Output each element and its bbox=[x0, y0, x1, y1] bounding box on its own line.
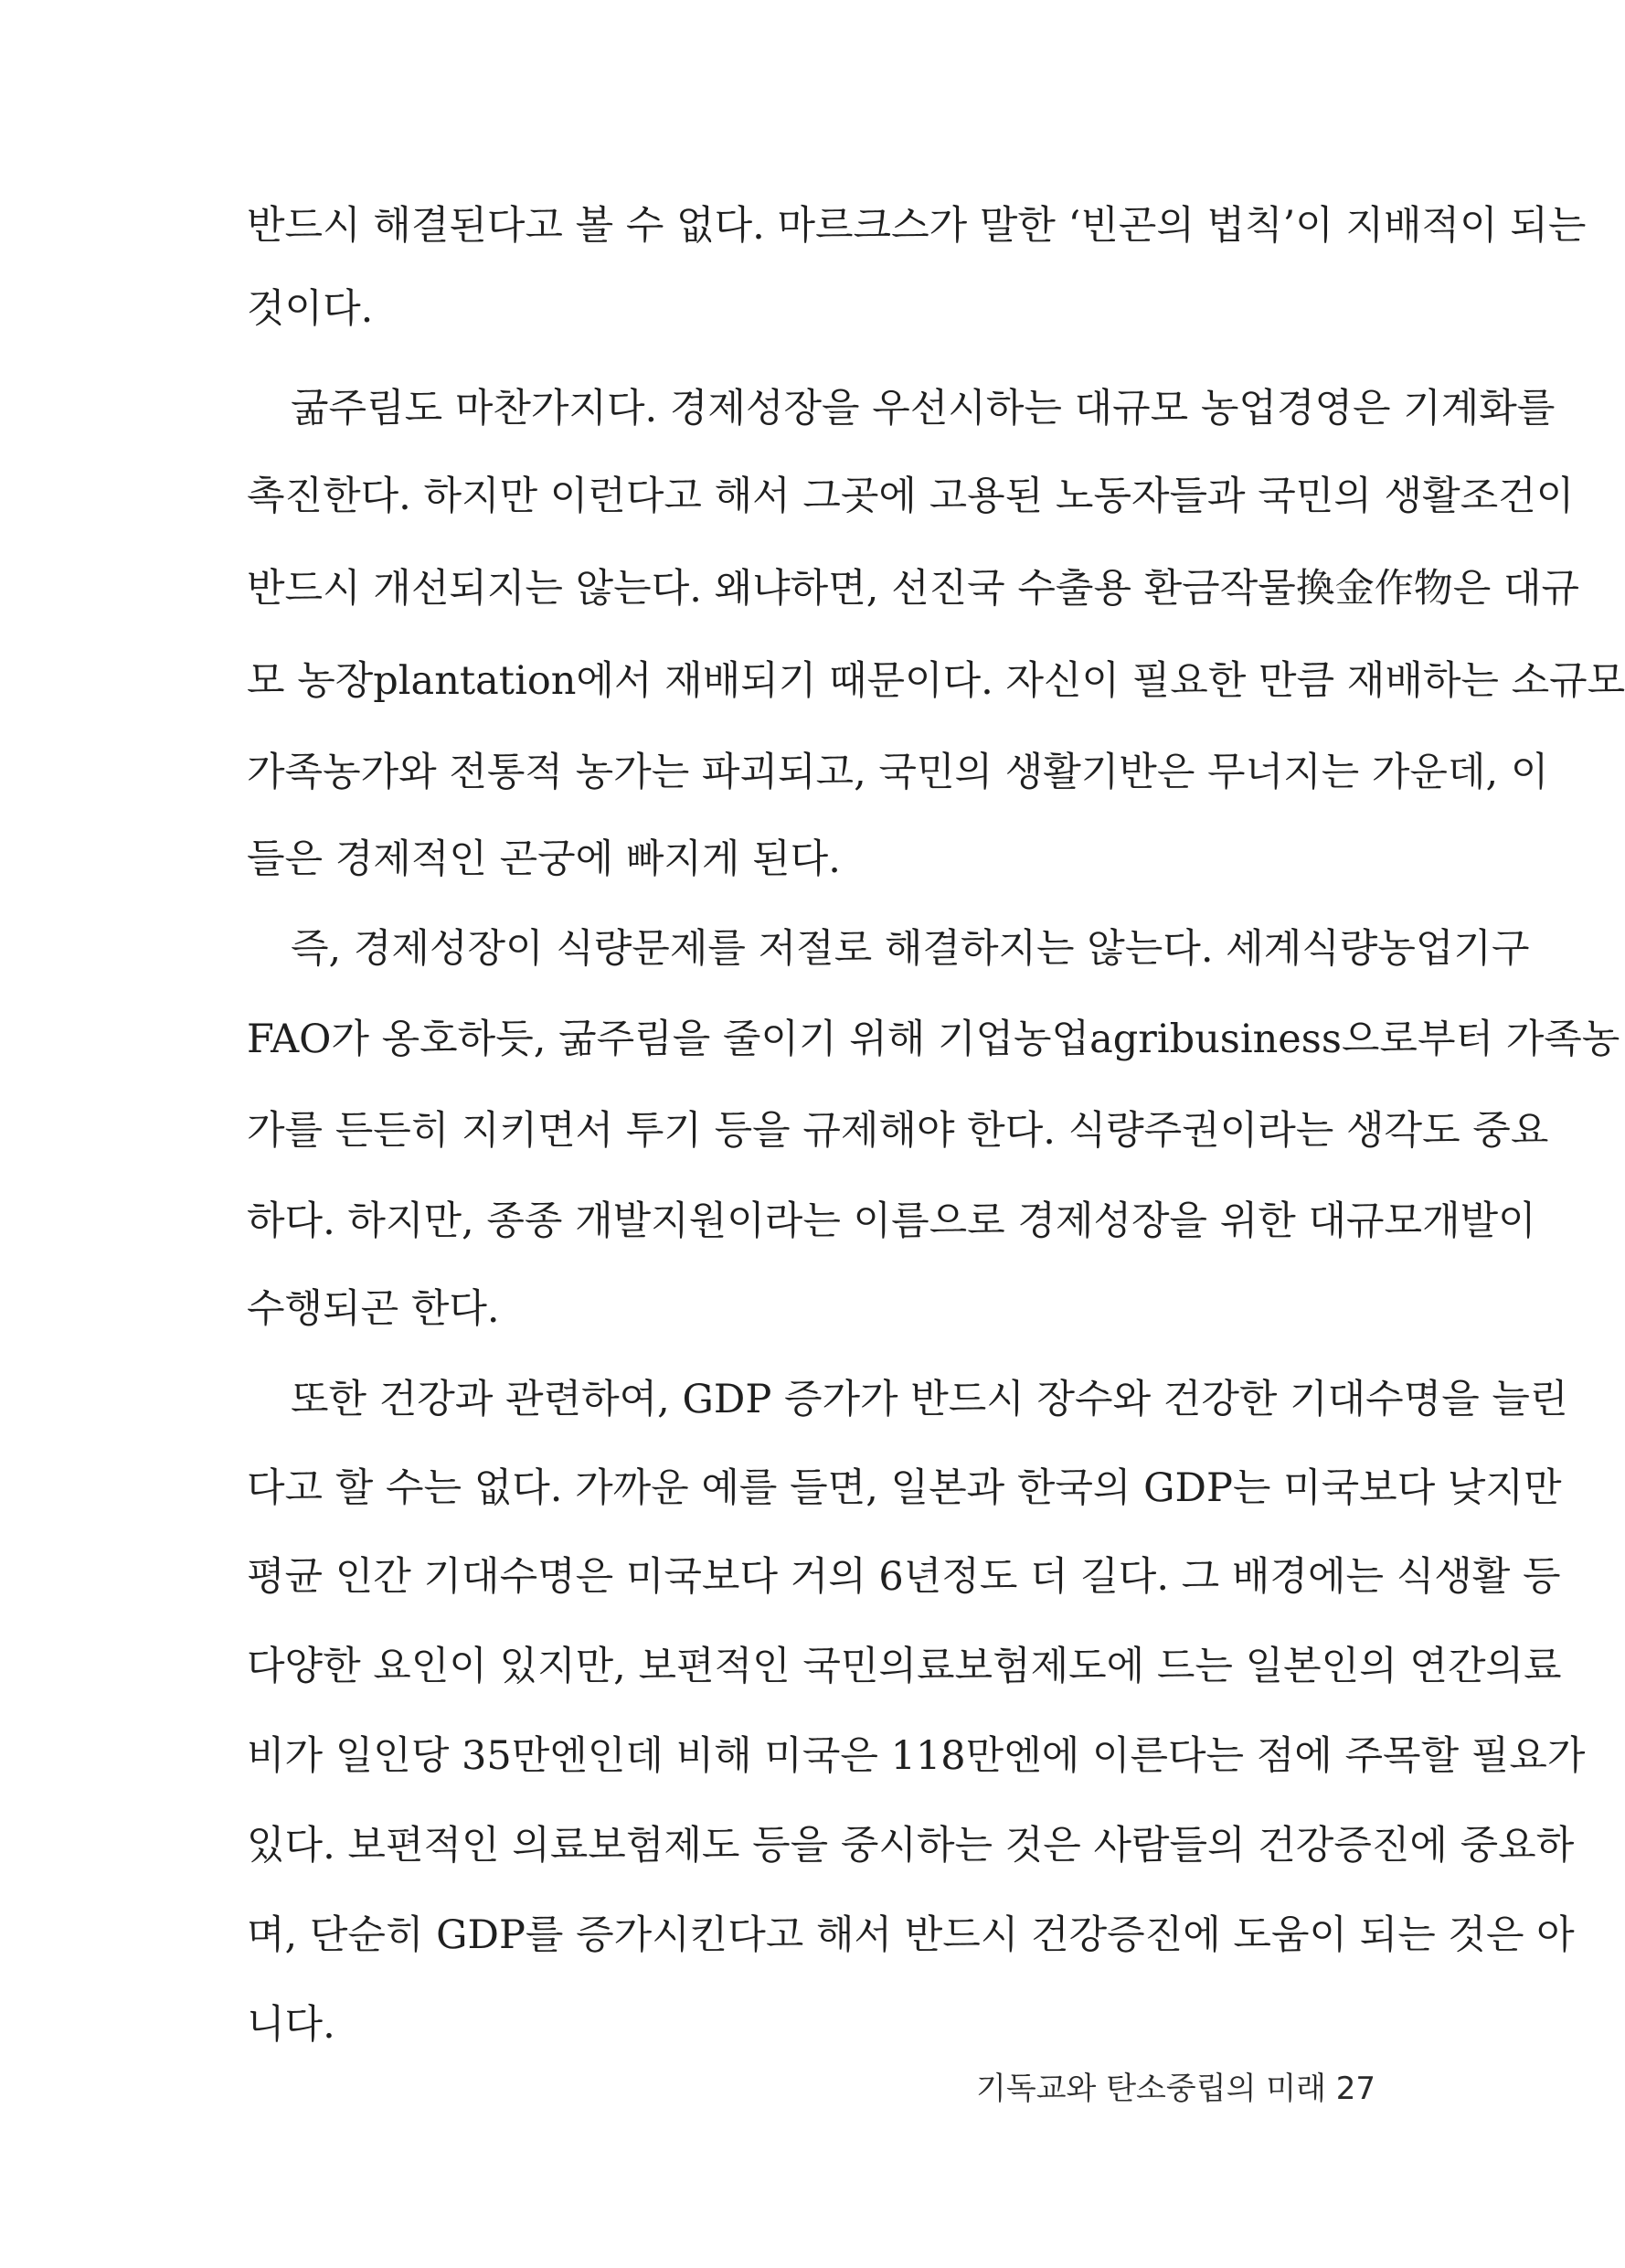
text-line: 가를 든든히 지키면서 투기 등을 규제해야 한다. 식량주권이라는 생각도 중요 bbox=[247, 1108, 1549, 1154]
text-line: 반드시 해결된다고 볼 수 없다. 마르크스가 말한 ‘빈곤의 법칙’이 지배적이 되는 bbox=[247, 203, 1587, 249]
text-line: 며, 단순히 GDP를 증가시킨다고 해서 반드시 건강증진에 도움이 되는 것은 아 bbox=[247, 1912, 1575, 1958]
text-line: 들은 경제적인 곤궁에 빠지게 된다. bbox=[247, 836, 841, 882]
text-line: 모 농장plantation에서 재배되기 때문이다. 자신이 필요한 만큼 재배하는 소규모 bbox=[247, 658, 1625, 704]
text-line: 것이다. bbox=[247, 286, 374, 332]
text-line: 하다. 하지만, 종종 개발지원이라는 이름으로 경제성장을 위한 대규모개발이 bbox=[247, 1198, 1536, 1244]
text-line: 반드시 개선되지는 않는다. 왜냐하면, 선진국 수출용 환금작물換金作物은 대규 bbox=[247, 566, 1580, 612]
page-footer: 기독교와 탄소중립의 미래 27 bbox=[976, 2071, 1375, 2107]
text-line: 다고 할 수는 없다. 가까운 예를 들면, 일본과 한국의 GDP는 미국보다 낮지만 bbox=[247, 1465, 1562, 1511]
text-line: 비가 일인당 35만엔인데 비해 미국은 118만엔에 이른다는 점에 주목할 필요가 bbox=[247, 1733, 1586, 1779]
text-line: 또한 건강과 관련하여, GDP 증가가 반드시 장수와 건강한 기대수명을 늘린 bbox=[291, 1377, 1568, 1422]
text-line: 다양한 요인이 있지만, 보편적인 국민의료보험제도에 드는 일본인의 연간의료 bbox=[247, 1644, 1562, 1689]
text-line: 가족농가와 전통적 농가는 파괴되고, 국민의 생활기반은 무너지는 가운데, 이 bbox=[247, 750, 1549, 795]
text-line: 굶주림도 마찬가지다. 경제성장을 우선시하는 대규모 농업경영은 기계화를 bbox=[291, 386, 1556, 431]
text-line: 니다. bbox=[247, 2002, 335, 2048]
text-line: 평균 인간 기대수명은 미국보다 거의 6년정도 더 길다. 그 배경에는 식생활 등 bbox=[247, 1554, 1561, 1600]
text-line: 수행되곤 한다. bbox=[247, 1286, 500, 1332]
text-line: 촉진한다. 하지만 이런다고 해서 그곳에 고용된 노동자들과 국민의 생활조건이 bbox=[247, 474, 1575, 519]
text-line: FAO가 옹호하듯, 굶주림을 줄이기 위해 기업농업agribusiness으로부터 가족농 bbox=[247, 1017, 1620, 1062]
text-line: 즉, 경제성장이 식량문제를 저절로 해결하지는 않는다. 세계식량농업기구 bbox=[291, 926, 1530, 972]
text-line: 있다. 보편적인 의료보험제도 등을 중시하는 것은 사람들의 건강증진에 중요하 bbox=[247, 1823, 1575, 1869]
